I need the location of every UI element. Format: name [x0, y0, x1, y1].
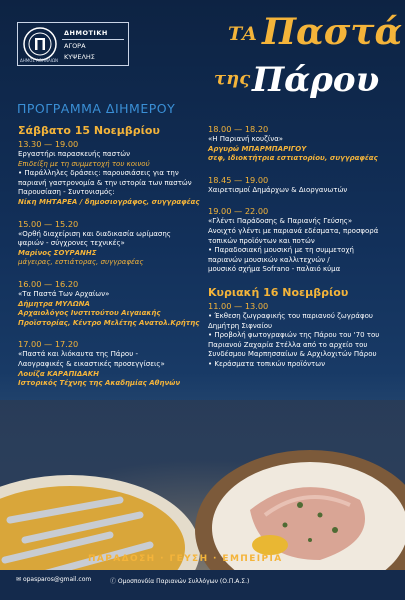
event-line: Δημήτρη Σιφναίου: [208, 321, 273, 330]
event-line: Εργαστήρι παρασκευής παστών: [18, 150, 131, 158]
event-speaker: Νίκη ΜΗΤΑΡΕΑ / δημοσιογράφος, συγγραφέας: [18, 197, 200, 206]
title-word-1: ΤΑ: [228, 23, 257, 45]
event-line: • Παράλληλες δράσεις: παρουσιάσεις για την: [18, 169, 179, 178]
facebook-text[interactable]: Ομοσπονδία Παριανών Συλλόγων (Ο.Π.Α.Σ.): [117, 578, 250, 585]
event-line: Συνδέσμου Μαρπησσαίων & Αρχιλοχιτών Πάρου: [208, 350, 377, 359]
footer-email[interactable]: ✉ opasparos@gmail.com: [16, 576, 92, 583]
footer-facebook[interactable]: ⓕ Ομοσπονδία Παριανών Συλλόγων (Ο.Π.Α.Σ.): [110, 578, 250, 585]
event-item: [208, 301, 398, 370]
footer-tagline: ΠΑΡΑΔΟΣΗ · ΓΕΥΣΗ · ΕΜΠΕΙΡΙΑ: [88, 554, 283, 564]
event-line: μουσικό σχήμα Sofrano - παλαιό κύμα: [208, 265, 341, 274]
event-speaker: Δήμητρα ΜΥΛΩΝΑ: [18, 299, 90, 308]
event-speaker: Μαρίνος ΣΟΥΡΑΝΗΣ: [18, 248, 97, 257]
title-word-3: της: [214, 68, 251, 89]
event-speaker-role: μάγειρας, εστιάτορας, συγγραφέας: [18, 258, 144, 267]
title-word-4: Πάρου: [252, 60, 380, 100]
event-line: • Έκθεση ζωγραφικής του παριανού ζωγράφου: [208, 311, 373, 320]
event-line: «Παστά και λιόκαυτα της Πάρου -: [18, 350, 139, 359]
event-time: 19.00 — 22.00: [208, 206, 269, 217]
event-time: 15.00 — 15.20: [18, 218, 79, 229]
event-speaker: Αργυρώ ΜΠΑΡΜΠΑΡΙΓΟΥ: [208, 144, 307, 153]
footer-strip: [0, 570, 405, 600]
event-line: • Κεράσματα τοπικών προϊόντων: [208, 359, 326, 368]
logo-divider: [62, 39, 124, 40]
event-item: [18, 339, 208, 388]
event-line: Παριανού Ζαχαρία Στέλλα από το αρχείο του: [208, 340, 368, 349]
logo-subtitle: ΔΗΜΟΣ ΑΘΗΝΑΙΩΝ: [20, 58, 58, 63]
event-line: Χαιρετισμοί Δημάρχων & Διοργανωτών: [208, 185, 348, 194]
event-line: ψαριών - σύγχρονες τεχνικές»: [18, 239, 125, 248]
emblem-icon: [22, 26, 58, 62]
event-item: [208, 206, 398, 275]
event-line: παριανή γαστρονομία & την ιστορία των παστών: [18, 178, 192, 187]
program-heading: ΠΡΟΓΡΑΜΜΑ ΔΙΗΜΕΡΟΥ: [17, 101, 176, 116]
event-time: 17.00 — 17.20: [18, 339, 79, 350]
event-line: «Γλέντι Παράδοσης & Παριανής Γεύσης»: [208, 217, 353, 226]
event-line: «Τα Παστά Των Αρχαίων»: [18, 289, 110, 298]
event-item: [208, 124, 398, 164]
event-speaker-role: Αρχαιολόγος Ινστιτούτου Αιγαιακής Προϊστορίας, Κέντρο Μελέτης Ανατολ.Κρήτης: [18, 309, 200, 327]
event-line: • Προβολή φωτογραφιών της Πάρου του '70 του: [208, 331, 380, 340]
logo-line-3: ΚΥΨΕΛΗΣ: [64, 53, 95, 61]
right-column: [208, 124, 398, 381]
event-item: [18, 219, 208, 268]
event-item: [18, 279, 208, 328]
event-time: 18.00 — 18.20: [208, 124, 269, 134]
email-text[interactable]: opasparos@gmail.com: [22, 576, 92, 583]
saturday-day-heading: Σάββατο 15 Νοεμβρίου: [18, 124, 160, 137]
event-speaker: Λουίζα ΚΑΡΑΠΙΔΑΚΗ: [18, 369, 100, 378]
event-item: [18, 139, 208, 208]
saturday-column: [18, 124, 208, 400]
sunday-day-heading: Κυριακή 16 Νοεμβρίου: [208, 285, 349, 299]
event-line: τοπικών προϊόντων και ποτών: [208, 236, 315, 245]
event-time: 13.30 — 19.00: [18, 139, 79, 149]
event-speaker-role: σεφ, ιδιοκτήτρια εστιατορίου, συγγραφέας: [208, 154, 378, 163]
event-time: 11.00 — 13.00: [208, 300, 269, 311]
event-speaker-role: Ιστορικός Τέχνης της Ακαδημίας Αθηνών: [18, 379, 181, 388]
title-word-2: Παστά: [262, 11, 403, 53]
event-line: Ανοιχτό γλέντι με παριανά εδέσματα, προσφορά: [208, 226, 379, 235]
event-time: 16.00 — 16.20: [18, 278, 79, 289]
event-line: Επιδείξη με τη συμμετοχή του κοινού: [18, 159, 150, 168]
event-line: παριανών μουσικών καλλιτεχνών /: [208, 255, 330, 264]
event-line: • Παραδοσιακή μουσική με τη συμμετοχή: [208, 246, 354, 255]
event-line: Παρουσίαση - Συντονισμός:: [18, 188, 115, 197]
logo-line-1: ΔΗΜΟΤΙΚΗ: [64, 29, 108, 37]
event-line: «Ορθή διαχείριση και διαδικασία ωρίμασης: [18, 229, 171, 238]
event-line: Λαογραφικές & εικαστικές προσεγγίσεις»: [18, 359, 165, 368]
event-item: [208, 175, 398, 196]
logo-line-2: ΑΓΟΡΑ: [64, 42, 86, 50]
event-time: 18.45 — 19.00: [208, 174, 269, 185]
event-line: «Η Παριανή κουζίνα»: [208, 135, 284, 143]
